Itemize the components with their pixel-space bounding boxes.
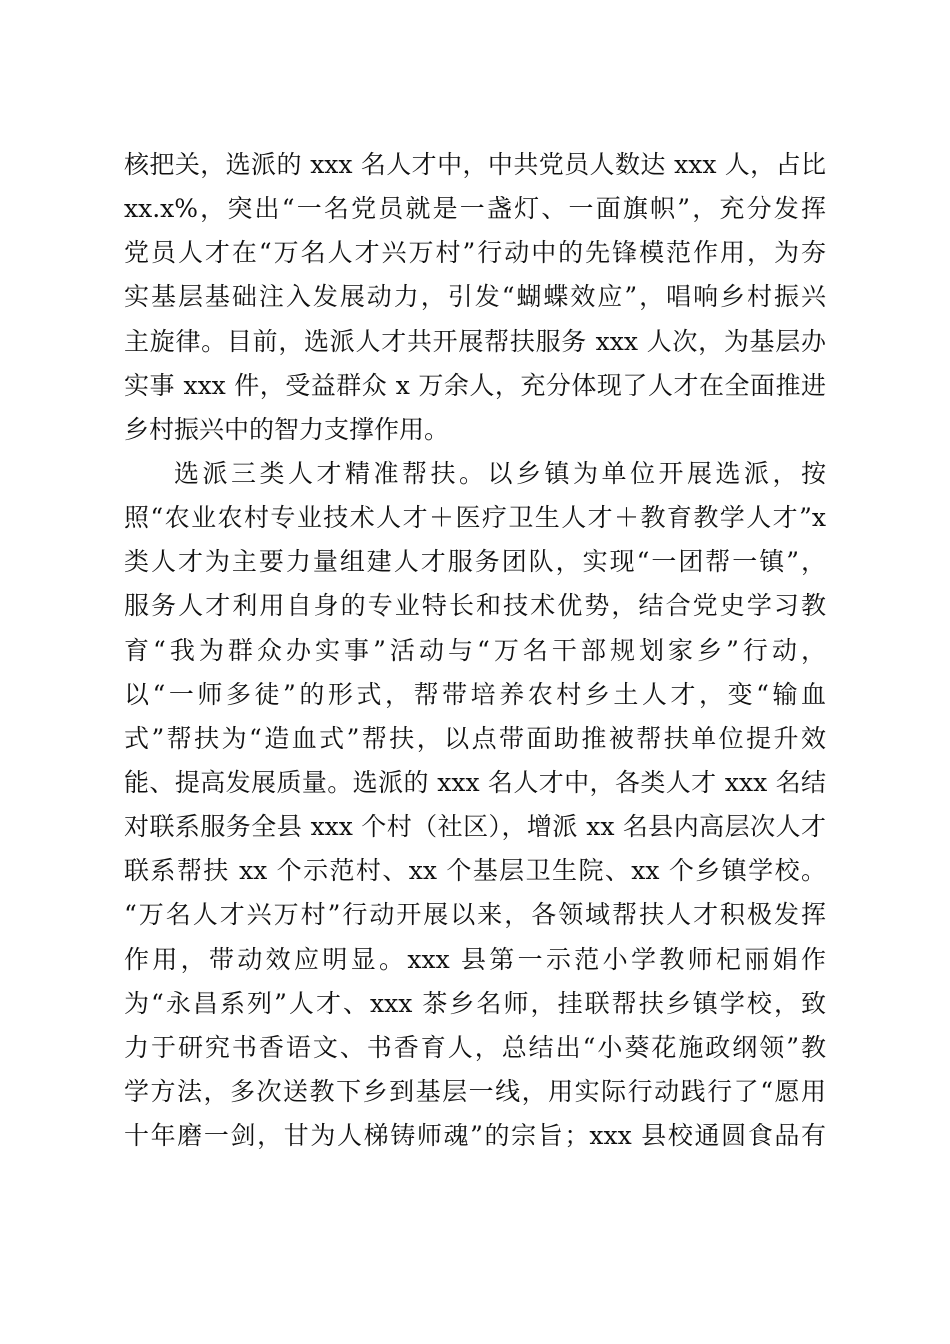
text-line: 核把关，选派的 xxx 名人才中，中共党员人数达 xxx 人，占比: [124, 150, 826, 179]
text-line: 实基层基础注入发展动力，引发“蝴蝶效应”，唱响乡村振兴: [124, 282, 826, 312]
text-line: 力于研究书香语文、书香育人，总结出“小葵花施政纲领”教: [124, 1032, 826, 1062]
text-line: 式”帮扶为“造血式”帮扶，以点带面助推被帮扶单位提升效: [124, 723, 826, 753]
text-line: 能、提高发展质量。选派的 xxx 名人才中，各类人才 xxx 名结: [124, 767, 826, 797]
text-line: xx.x%，突出“一名党员就是一盏灯、一面旗帜”，充分发挥: [124, 194, 826, 224]
text-line: 乡村振兴中的智力支撑作用。: [124, 414, 450, 444]
text-line: 以“一师多徒”的形式，帮带培养农村乡土人才，变“输血: [124, 679, 826, 709]
text-line: 作用，带动效应明显。xxx 县第一示范小学教师杞丽娟作: [124, 944, 826, 974]
body-text: [124, 143, 826, 1158]
text-line: 为“永昌系列”人才、xxx 茶乡名师，挂联帮扶乡镇学校，致: [124, 988, 826, 1018]
text-line: 十年磨一剑，甘为人梯铸师魂”的宗旨；xxx 县校通圆食品有: [124, 1121, 826, 1151]
text-line: 实事 xxx 件，受益群众 x 万余人，充分体现了人才在全面推进: [124, 370, 826, 400]
text-line: 主旋律。目前，选派人才共开展帮扶服务 xxx 人次，为基层办: [124, 326, 826, 356]
text-line: 联系帮扶 xx 个示范村、xx 个基层卫生院、xx 个乡镇学校。: [124, 856, 826, 886]
text-line: 育“我为群众办实事”活动与“万名干部规划家乡”行动，: [124, 635, 827, 665]
text-line: 服务人才利用自身的专业特长和技术优势，结合党史学习教: [124, 591, 826, 621]
text-line: 党员人才在“万名人才兴万村”行动中的先锋模范作用，为夯: [124, 238, 826, 268]
text-line: 学方法，多次送教下乡到基层一线，用实际行动践行了“愿用: [124, 1076, 826, 1106]
text-line: 选派三类人才精准帮扶。以乡镇为单位开展选派，按: [174, 458, 826, 488]
text-line: 对联系服务全县 xxx 个村（社区），增派 xx 名县内高层次人才: [124, 812, 826, 842]
text-line: 类人才为主要力量组建人才服务团队，实现“一团帮一镇”，: [124, 547, 826, 577]
text-line: “万名人才兴万村”行动开展以来，各领域帮扶人才积极发挥: [124, 900, 826, 930]
text-line: 照“农业农村专业技术人才＋医疗卫生人才＋教育教学人才”x: [124, 503, 826, 533]
